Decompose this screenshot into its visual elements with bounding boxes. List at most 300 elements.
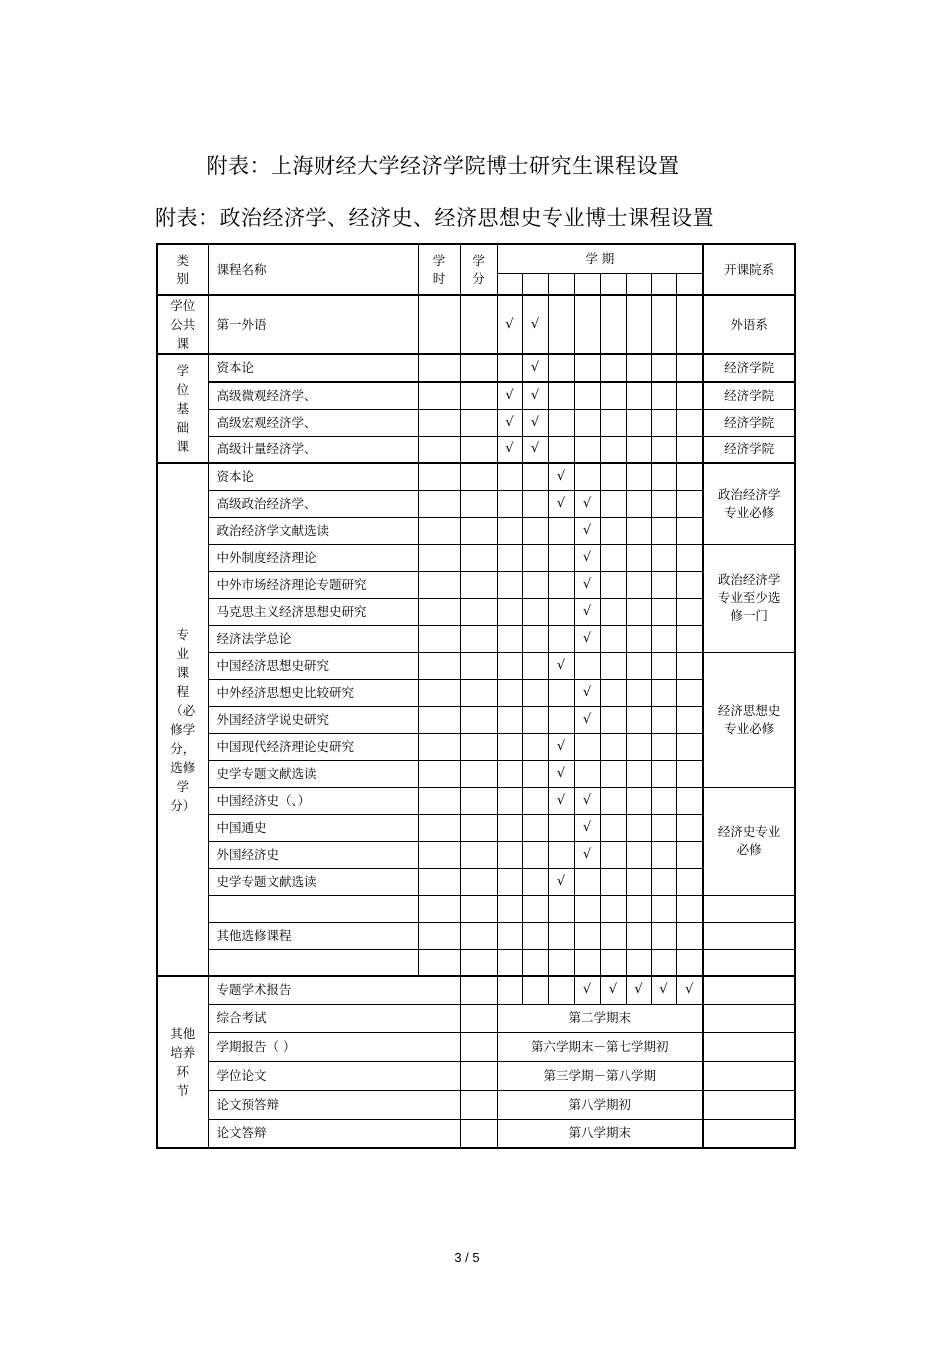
course-name: 学位论文 [208, 1061, 460, 1090]
period-cell: 第二学期末 [497, 1004, 703, 1032]
semester-2-cell [522, 787, 548, 814]
table-row [157, 517, 795, 544]
semester-3-cell [548, 517, 574, 544]
department-group-2: 政治经济学 专业至少选 修一门 [703, 544, 795, 652]
semester-6-cell [626, 814, 651, 841]
check-mark: √ [600, 976, 626, 1004]
semester-2-cell [522, 571, 548, 598]
category-public: 学位 公共 课 [157, 295, 208, 354]
hours-cell [418, 679, 460, 706]
semester-3-cell [548, 598, 574, 625]
department-cell: 经济学院 [703, 354, 795, 382]
semester-6-cell [626, 895, 651, 922]
semester-5-cell [600, 841, 626, 868]
semester-7-cell [651, 706, 676, 733]
semester-1-cell [497, 841, 522, 868]
credits-cell [460, 652, 497, 679]
check-mark: √ [497, 295, 522, 354]
semester-7-cell [651, 787, 676, 814]
table-row [157, 868, 795, 895]
semester-3-cell [548, 895, 574, 922]
credits-cell [460, 949, 497, 976]
course-name: 高级宏观经济学、 [208, 409, 418, 436]
department-cell [703, 949, 795, 976]
semester-5-cell [600, 922, 626, 949]
table-row [157, 652, 795, 679]
hours-cell [418, 517, 460, 544]
course-name: 政治经济学文献选读 [208, 517, 418, 544]
hours-cell [418, 544, 460, 571]
check-mark: √ [574, 571, 600, 598]
semester-6-cell [626, 571, 651, 598]
table-row [157, 382, 795, 409]
table-row [157, 463, 795, 490]
semester-8-header [676, 273, 703, 295]
credits-cell [460, 787, 497, 814]
table-row [157, 976, 795, 1004]
semester-1-cell [497, 760, 522, 787]
main-title: 附表：上海财经大学经济学院博士研究生课程设置 [206, 154, 680, 178]
semester-7-cell [651, 490, 676, 517]
credits-cell [460, 1004, 497, 1032]
semester-6-cell [626, 436, 651, 463]
semester-6-cell [626, 409, 651, 436]
semester-1-header [497, 273, 522, 295]
course-name: 论文答辩 [208, 1119, 460, 1148]
semester-8-cell [676, 949, 703, 976]
check-mark: √ [522, 295, 548, 354]
semester-1-cell [497, 976, 522, 1004]
semester-8-cell [676, 544, 703, 571]
credits-cell [460, 841, 497, 868]
semester-2-cell [522, 517, 548, 544]
semester-1-cell [497, 517, 522, 544]
credits-cell [460, 922, 497, 949]
period-cell: 第八学期末 [497, 1119, 703, 1148]
semester-5-cell [600, 868, 626, 895]
table-row [157, 1090, 795, 1119]
hours-cell [418, 706, 460, 733]
semester-8-cell [676, 354, 703, 382]
semester-4-cell [574, 760, 600, 787]
semester-7-cell [651, 625, 676, 652]
semester-8-cell [676, 625, 703, 652]
check-mark: √ [548, 733, 574, 760]
semester-3-cell [548, 354, 574, 382]
check-mark: √ [548, 463, 574, 490]
semester-4-cell [574, 436, 600, 463]
semester-1-cell [497, 652, 522, 679]
course-name: 学期报告（ ） [208, 1032, 460, 1061]
course-name: 马克思主义经济思想史研究 [208, 598, 418, 625]
course-name: 论文预答辩 [208, 1090, 460, 1119]
credits-cell [460, 490, 497, 517]
hours-cell [418, 841, 460, 868]
semester-1-cell [497, 490, 522, 517]
semester-2-cell [522, 706, 548, 733]
check-mark: √ [497, 382, 522, 409]
semester-5-cell [600, 295, 626, 354]
semester-3-cell [548, 409, 574, 436]
table-row [157, 814, 795, 841]
course-name: 中国通史 [208, 814, 418, 841]
course-name: 第一外语 [208, 295, 418, 354]
credits-cell [460, 571, 497, 598]
check-mark: √ [574, 625, 600, 652]
table-row [157, 679, 795, 706]
semester-1-cell [497, 787, 522, 814]
semester-6-cell [626, 295, 651, 354]
semester-4-header [574, 273, 600, 295]
semester-1-cell [497, 895, 522, 922]
course-name: 史学专题文献选读 [208, 868, 418, 895]
semester-7-cell [651, 814, 676, 841]
semester-1-cell [497, 571, 522, 598]
credits-cell [460, 1090, 497, 1119]
course-name: 其他选修课程 [208, 922, 418, 949]
semester-4-cell [574, 868, 600, 895]
hours-cell [418, 787, 460, 814]
check-mark: √ [548, 787, 574, 814]
hours-cell [418, 571, 460, 598]
table-row [157, 1119, 795, 1148]
semester-4-cell [574, 733, 600, 760]
header-credits: 学 分 [460, 244, 497, 295]
semester-5-header [600, 273, 626, 295]
semester-5-cell [600, 760, 626, 787]
semester-3-cell [548, 436, 574, 463]
semester-7-cell [651, 436, 676, 463]
table-row [157, 571, 795, 598]
empty-course-cell [208, 895, 418, 922]
table-row [157, 1004, 795, 1032]
hours-cell [418, 814, 460, 841]
semester-8-cell [676, 679, 703, 706]
department-group-4: 经济史专业 必修 [703, 787, 795, 895]
semester-2-cell [522, 814, 548, 841]
check-mark: √ [574, 517, 600, 544]
check-mark: √ [574, 598, 600, 625]
hours-cell [418, 436, 460, 463]
credits-cell [460, 760, 497, 787]
semester-6-cell [626, 544, 651, 571]
semester-1-cell [497, 814, 522, 841]
semester-6-cell [626, 733, 651, 760]
semester-8-cell [676, 571, 703, 598]
hours-cell [418, 354, 460, 382]
semester-1-cell [497, 598, 522, 625]
semester-7-cell [651, 544, 676, 571]
semester-6-cell [626, 868, 651, 895]
semester-4-cell [574, 949, 600, 976]
check-mark: √ [574, 787, 600, 814]
category-other: 其他 培养 环 节 [157, 976, 208, 1148]
hours-cell [418, 760, 460, 787]
course-name: 高级计量经济学、 [208, 436, 418, 463]
category-major: 专 业 课 程 （必 修学 分， 选修 学 分） [157, 463, 208, 976]
semester-3-cell [548, 382, 574, 409]
semester-2-cell [522, 841, 548, 868]
semester-7-cell [651, 895, 676, 922]
department-cell [703, 922, 795, 949]
semester-4-cell [574, 652, 600, 679]
table-row [157, 1032, 795, 1061]
semester-5-cell [600, 652, 626, 679]
department-cell: 经济学院 [703, 382, 795, 409]
department-cell [703, 1004, 795, 1032]
semester-5-cell [600, 814, 626, 841]
check-mark: √ [626, 976, 651, 1004]
check-mark: √ [574, 544, 600, 571]
semester-4-cell [574, 895, 600, 922]
semester-8-cell [676, 517, 703, 544]
semester-6-cell [626, 706, 651, 733]
table-row [157, 949, 795, 976]
check-mark: √ [548, 760, 574, 787]
semester-6-cell [626, 949, 651, 976]
semester-1-cell [497, 922, 522, 949]
semester-8-cell [676, 382, 703, 409]
table-row [157, 295, 795, 354]
semester-8-cell [676, 706, 703, 733]
credits-cell [460, 544, 497, 571]
check-mark: √ [574, 976, 600, 1004]
credits-cell [460, 436, 497, 463]
semester-7-cell [651, 949, 676, 976]
semester-8-cell [676, 922, 703, 949]
semester-5-cell [600, 517, 626, 544]
course-name: 高级微观经济学、 [208, 382, 418, 409]
empty-course-cell [208, 949, 418, 976]
check-mark: √ [497, 436, 522, 463]
semester-6-cell [626, 760, 651, 787]
semester-2-cell [522, 949, 548, 976]
semester-3-cell [548, 841, 574, 868]
header-hours: 学 时 [418, 244, 460, 295]
semester-7-header [651, 273, 676, 295]
semester-4-cell [574, 922, 600, 949]
table-row [157, 354, 795, 382]
semester-4-cell [574, 295, 600, 354]
department-cell [703, 1032, 795, 1061]
semester-2-cell [522, 544, 548, 571]
semester-7-cell [651, 382, 676, 409]
semester-8-cell [676, 409, 703, 436]
semester-7-cell [651, 571, 676, 598]
semester-5-cell [600, 625, 626, 652]
semester-8-cell [676, 895, 703, 922]
table-row [157, 841, 795, 868]
course-name: 综合考试 [208, 1004, 460, 1032]
semester-7-cell [651, 295, 676, 354]
table-row [157, 1061, 795, 1090]
semester-1-cell [497, 354, 522, 382]
table-row [157, 490, 795, 517]
semester-5-cell [600, 544, 626, 571]
check-mark: √ [574, 490, 600, 517]
credits-cell [460, 463, 497, 490]
credits-cell [460, 1032, 497, 1061]
semester-6-cell [626, 490, 651, 517]
hours-cell [418, 652, 460, 679]
semester-7-cell [651, 354, 676, 382]
check-mark: √ [497, 409, 522, 436]
semester-2-cell [522, 652, 548, 679]
credits-cell [460, 706, 497, 733]
semester-8-cell [676, 814, 703, 841]
table-row [157, 733, 795, 760]
semester-1-cell [497, 679, 522, 706]
semester-1-cell [497, 949, 522, 976]
table-row [157, 436, 795, 463]
page-number: 3 / 5 [454, 1250, 480, 1265]
header-department: 开课院系 [703, 244, 795, 295]
table-row [157, 787, 795, 814]
semester-5-cell [600, 679, 626, 706]
semester-1-cell [497, 868, 522, 895]
semester-7-cell [651, 922, 676, 949]
semester-5-cell [600, 463, 626, 490]
hours-cell [418, 490, 460, 517]
semester-3-cell [548, 571, 574, 598]
semester-8-cell [676, 868, 703, 895]
hours-cell [418, 922, 460, 949]
credits-cell [460, 733, 497, 760]
table-row [157, 706, 795, 733]
header-semester: 学 期 [497, 244, 703, 273]
category-basic: 学 位 基 础 课 [157, 354, 208, 463]
semester-2-cell [522, 625, 548, 652]
course-name: 外国经济史 [208, 841, 418, 868]
check-mark: √ [548, 868, 574, 895]
semester-5-cell [600, 354, 626, 382]
check-mark: √ [574, 706, 600, 733]
semester-7-cell [651, 679, 676, 706]
semester-5-cell [600, 895, 626, 922]
hours-cell [418, 949, 460, 976]
semester-6-cell [626, 625, 651, 652]
semester-2-cell [522, 922, 548, 949]
semester-7-cell [651, 409, 676, 436]
department-cell: 经济学院 [703, 409, 795, 436]
table-row [157, 409, 795, 436]
course-name: 中外市场经济理论专题研究 [208, 571, 418, 598]
credits-cell [460, 868, 497, 895]
semester-5-cell [600, 436, 626, 463]
period-cell: 第八学期初 [497, 1090, 703, 1119]
course-name: 史学专题文献选读 [208, 760, 418, 787]
department-cell: 外语系 [703, 295, 795, 354]
semester-3-cell [548, 949, 574, 976]
hours-cell [418, 625, 460, 652]
period-cell: 第六学期末－第七学期初 [497, 1032, 703, 1061]
check-mark: √ [522, 409, 548, 436]
table-row [157, 544, 795, 571]
course-name: 高级政治经济学、 [208, 490, 418, 517]
credits-cell [460, 625, 497, 652]
semester-5-cell [600, 706, 626, 733]
department-cell: 经济学院 [703, 436, 795, 463]
semester-7-cell [651, 598, 676, 625]
header-category: 类 别 [157, 244, 208, 295]
semester-8-cell [676, 490, 703, 517]
semester-4-cell [574, 463, 600, 490]
semester-5-cell [600, 571, 626, 598]
semester-1-cell [497, 463, 522, 490]
semester-6-cell [626, 463, 651, 490]
semester-7-cell [651, 463, 676, 490]
course-name: 中外制度经济理论 [208, 544, 418, 571]
check-mark: √ [522, 382, 548, 409]
semester-5-cell [600, 949, 626, 976]
period-cell: 第三学期－第八学期 [497, 1061, 703, 1090]
department-group-1: 政治经济学 专业必修 [703, 463, 795, 544]
semester-7-cell [651, 517, 676, 544]
course-name: 经济法学总论 [208, 625, 418, 652]
semester-6-cell [626, 787, 651, 814]
semester-2-cell [522, 976, 548, 1004]
semester-3-cell [548, 976, 574, 1004]
credits-cell [460, 354, 497, 382]
semester-8-cell [676, 760, 703, 787]
semester-2-cell [522, 868, 548, 895]
course-table [156, 243, 796, 1149]
hours-cell [418, 295, 460, 354]
hours-cell [418, 598, 460, 625]
semester-8-cell [676, 295, 703, 354]
hours-cell [418, 868, 460, 895]
semester-6-cell [626, 679, 651, 706]
department-cell [703, 1090, 795, 1119]
course-name: 中外经济思想史比较研究 [208, 679, 418, 706]
table-row [157, 625, 795, 652]
credits-cell [460, 814, 497, 841]
semester-3-cell [548, 814, 574, 841]
credits-cell [460, 976, 497, 1004]
check-mark: √ [574, 841, 600, 868]
semester-7-cell [651, 841, 676, 868]
credits-cell [460, 409, 497, 436]
semester-8-cell [676, 436, 703, 463]
semester-1-cell [497, 625, 522, 652]
hours-cell [418, 409, 460, 436]
course-name: 外国经济学说史研究 [208, 706, 418, 733]
semester-6-header [626, 273, 651, 295]
semester-2-cell [522, 598, 548, 625]
hours-cell [418, 463, 460, 490]
semester-3-cell [548, 679, 574, 706]
semester-6-cell [626, 598, 651, 625]
semester-3-cell [548, 625, 574, 652]
semester-4-cell [574, 382, 600, 409]
semester-8-cell [676, 598, 703, 625]
course-name: 专题学术报告 [208, 976, 460, 1004]
credits-cell [460, 1061, 497, 1090]
semester-6-cell [626, 922, 651, 949]
semester-3-cell [548, 544, 574, 571]
semester-8-cell [676, 733, 703, 760]
semester-5-cell [600, 409, 626, 436]
semester-2-cell [522, 895, 548, 922]
table-row [157, 598, 795, 625]
sub-title: 附表：政治经济学、经济史、经济思想史专业博士课程设置 [155, 206, 714, 230]
check-mark: √ [651, 976, 676, 1004]
semester-6-cell [626, 517, 651, 544]
semester-2-cell [522, 760, 548, 787]
semester-5-cell [600, 382, 626, 409]
semester-8-cell [676, 463, 703, 490]
hours-cell [418, 895, 460, 922]
